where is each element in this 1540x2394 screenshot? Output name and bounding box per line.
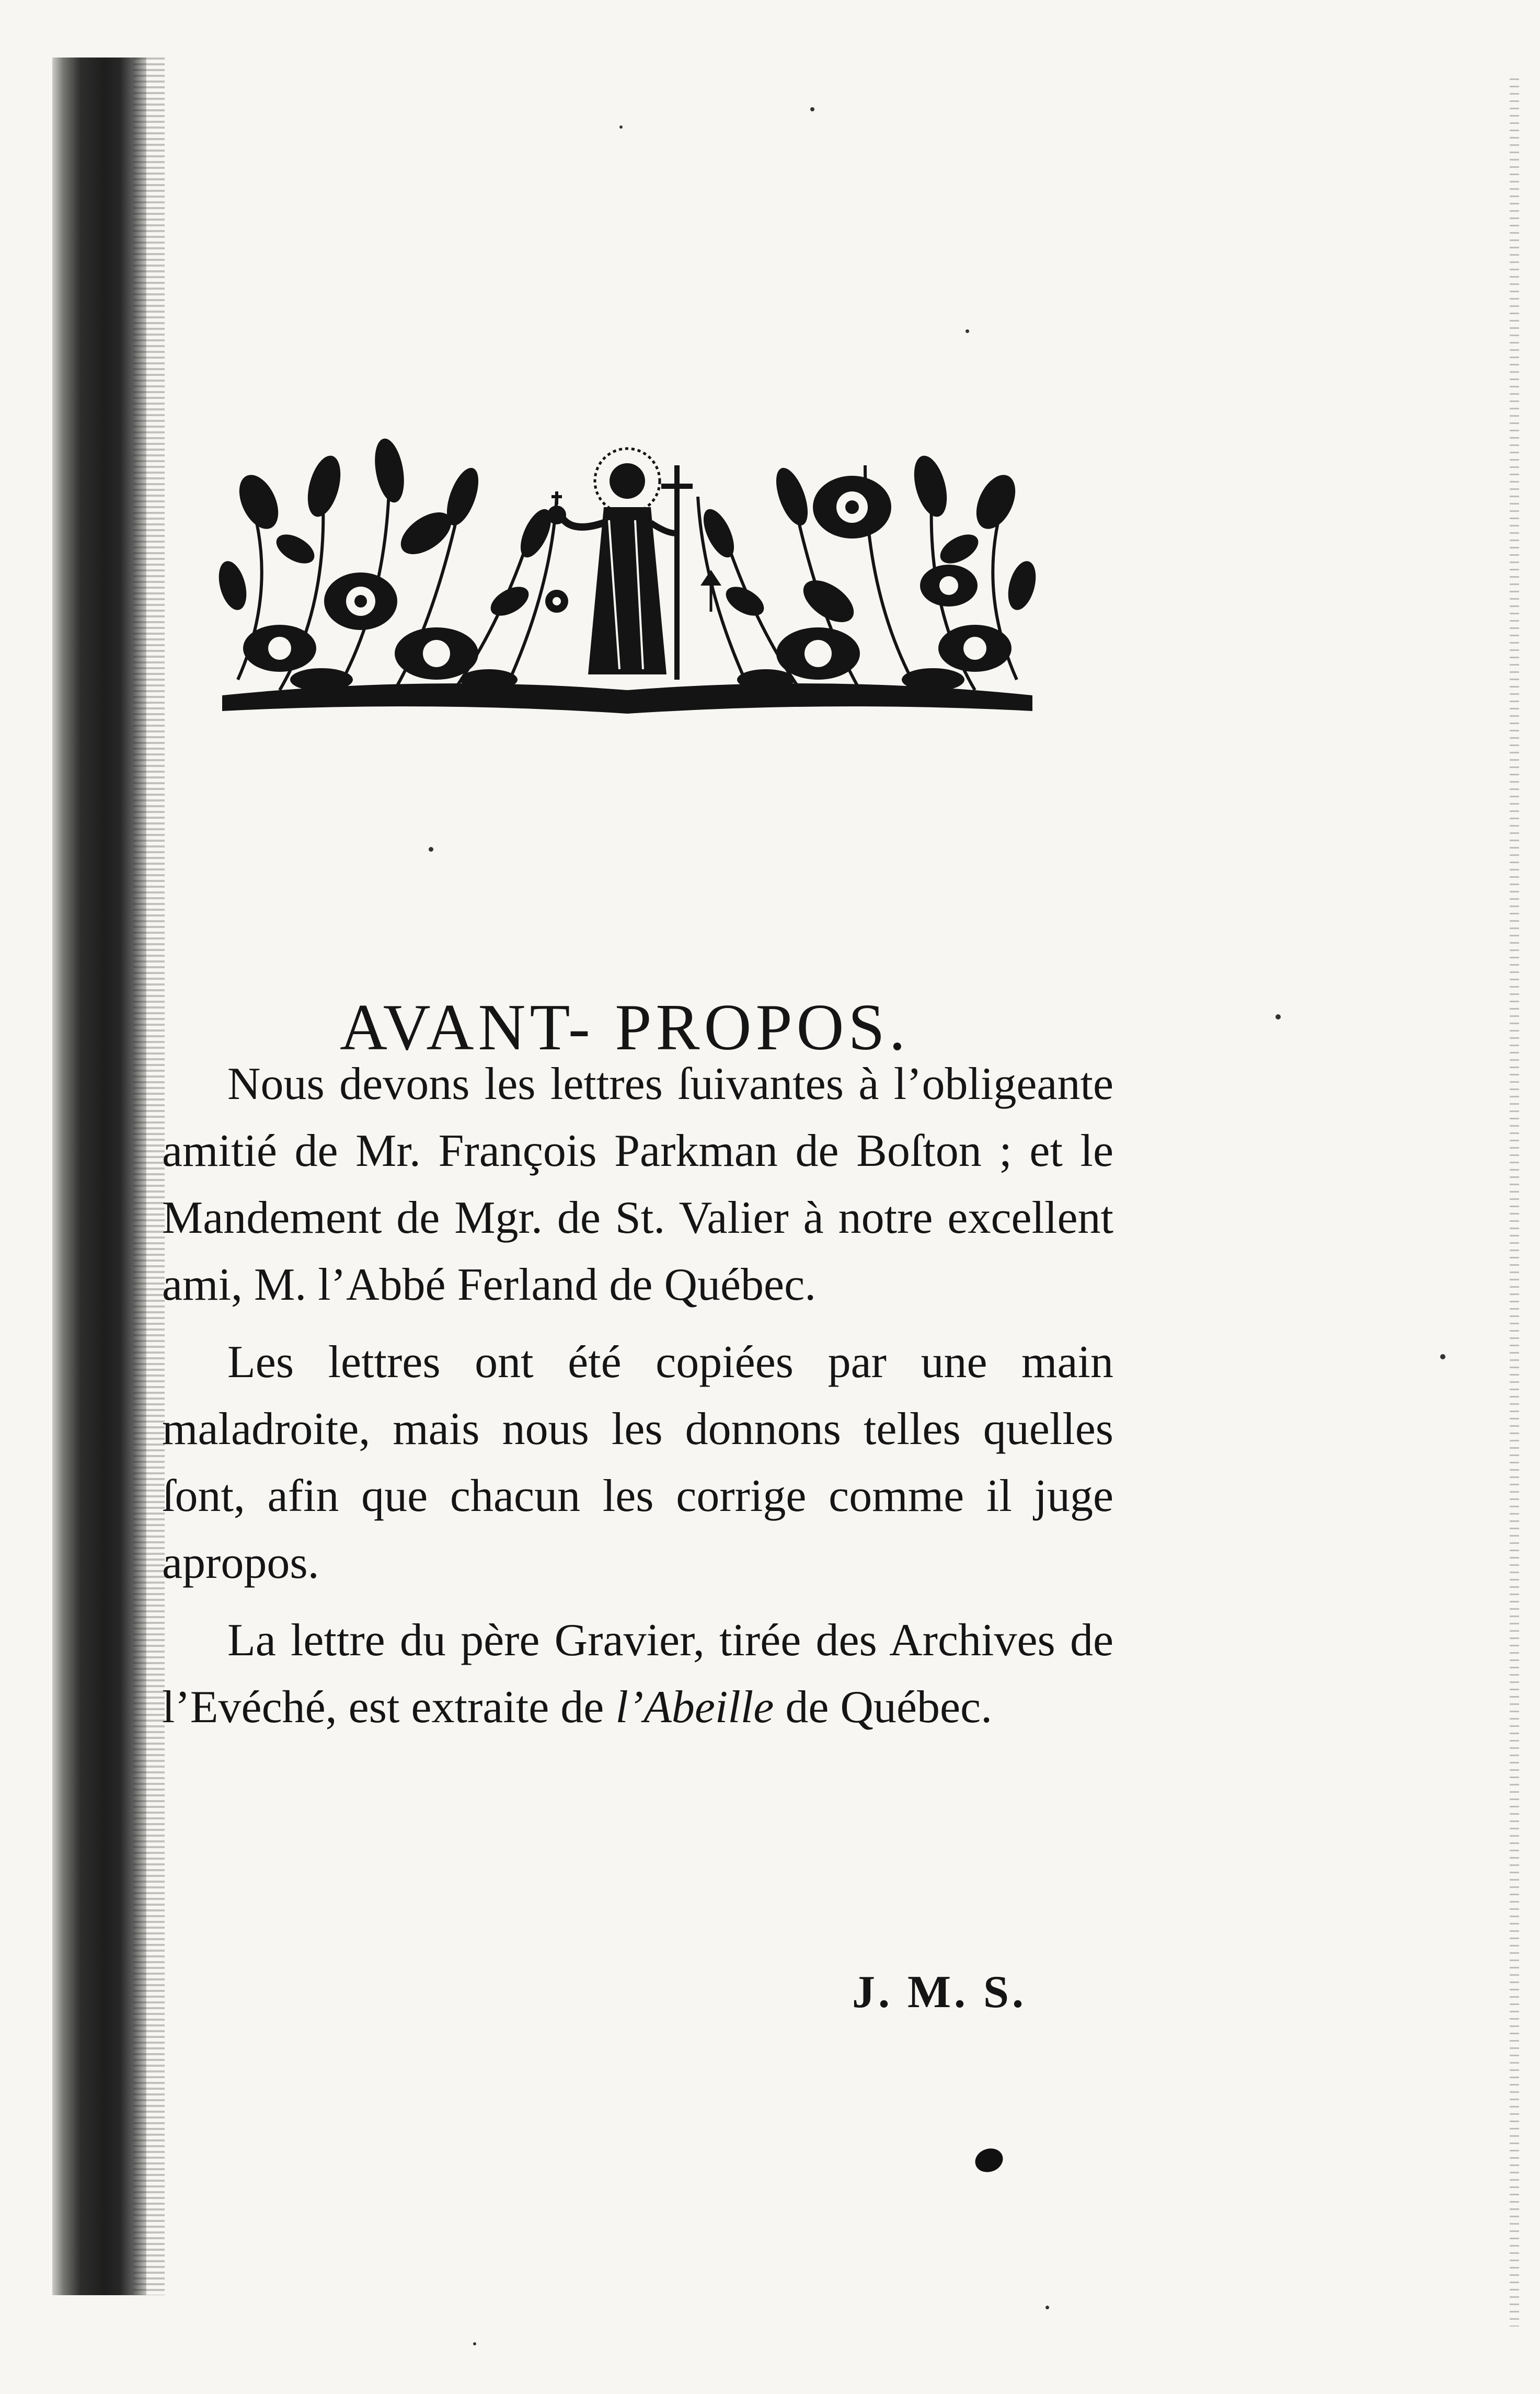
paragraph-acknowledgment: Nous devons les lettres ſuivantes à l’obligeante amitié de Mr. François Parkman de Boſton ; et le Mandement de Mgr. de St. Valier à notre excellent ami, M. l’Abbé Ferland de Québec. — [162, 1059, 1113, 1310]
paragraph-source-end: de Québec. — [774, 1682, 993, 1733]
print-speck — [429, 847, 433, 852]
right-page-edge — [1510, 78, 1519, 2327]
publication-title: l’Abeille — [615, 1682, 774, 1733]
print-speck — [966, 329, 969, 333]
page-binding-shadow — [52, 58, 146, 2295]
page-heading: AVANT- PROPOS. — [340, 991, 910, 1064]
body-text — [162, 1051, 1113, 1751]
print-speck — [1275, 1014, 1281, 1020]
ink-blot-ornament — [972, 2145, 1006, 2176]
author-signature: J. M. S. — [852, 1967, 1027, 2018]
binding-speckle — [133, 58, 165, 2295]
print-speck — [1440, 1354, 1445, 1359]
print-speck — [619, 125, 623, 129]
print-speck — [810, 107, 814, 111]
paragraph-source — [162, 1607, 1113, 1741]
woodcut-foliage-icon — [217, 429, 1038, 721]
woodcut-vignette — [217, 429, 1038, 721]
print-speck — [473, 2342, 476, 2345]
print-speck — [1045, 2306, 1049, 2309]
paragraph-copy-note: Les lettres ont été copiées par une main maladroite, mais nous les donnons telles quelles ſont, afin que chacun les corrige comme il juge apropos. — [162, 1337, 1113, 1588]
paragraph-source-text: La lettre du père Gravier, tirée des Archives de l’Evéché, est extraite de — [162, 1615, 1113, 1733]
